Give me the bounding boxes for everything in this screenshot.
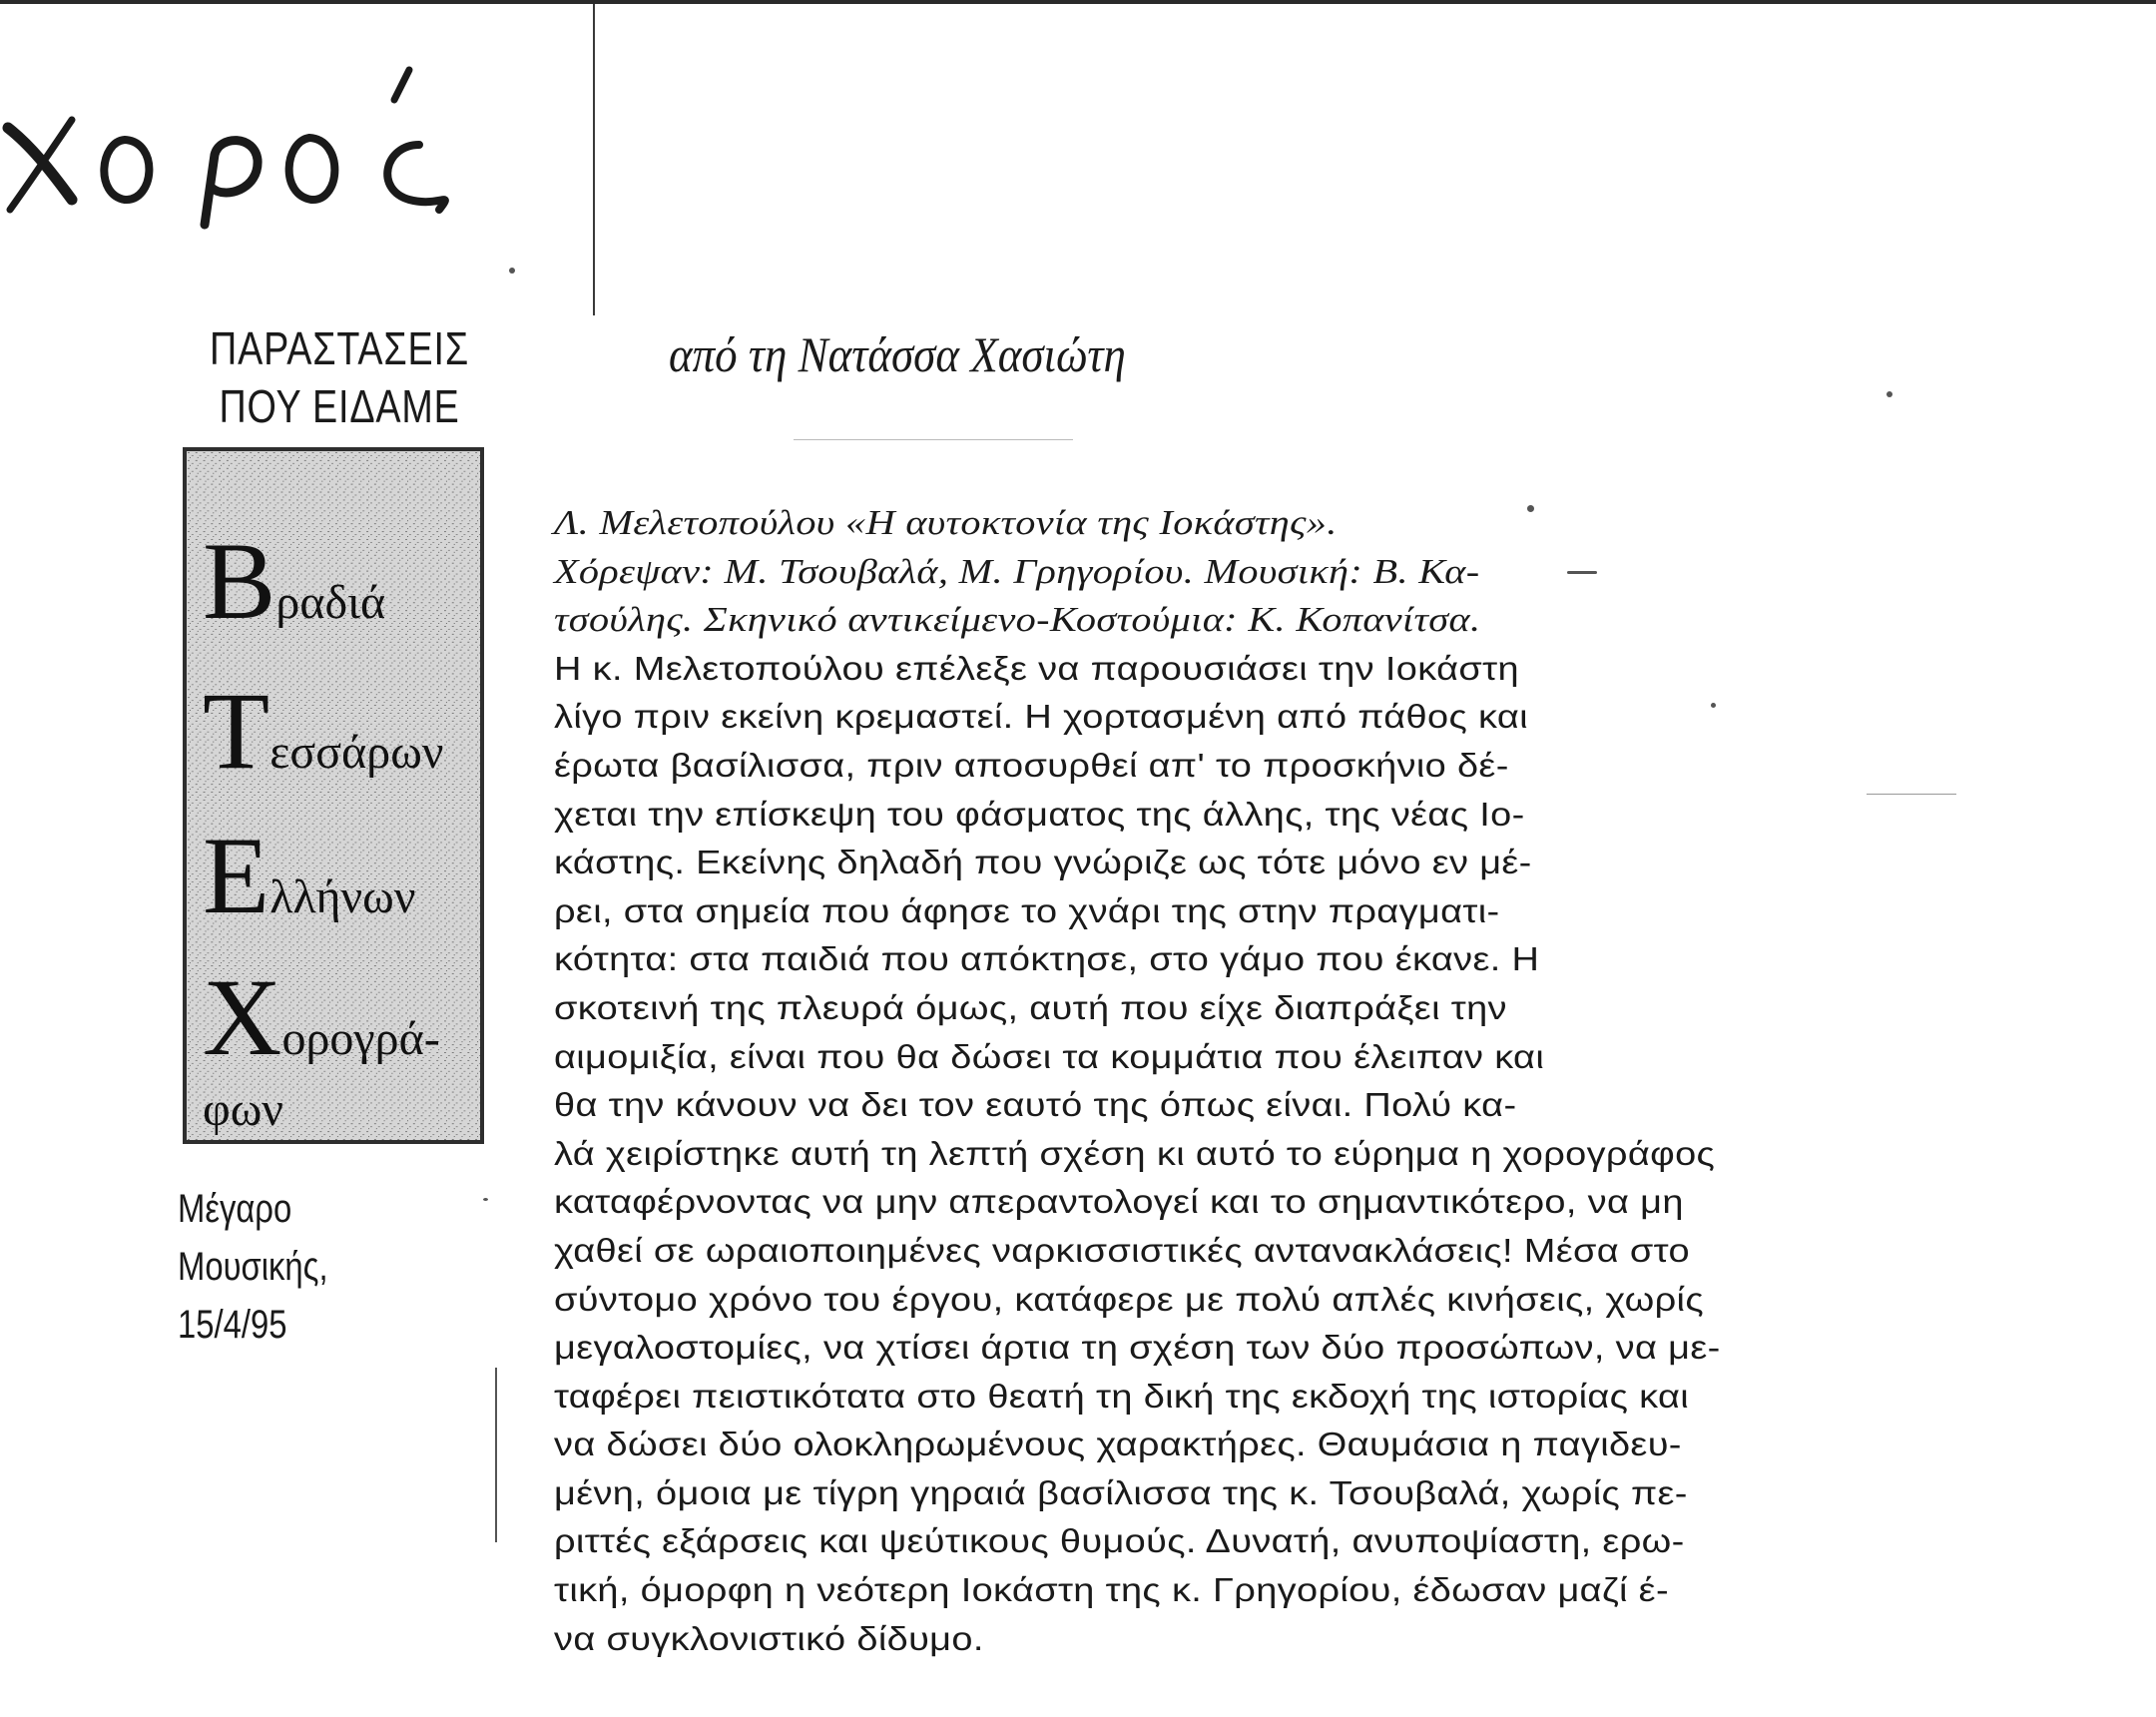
top-border: [0, 0, 2156, 4]
body-line: κάστης. Εκείνης δηλαδή που γνώριζε ως τότε μόνο εν μέ-: [554, 844, 1532, 881]
section-label-line-1: ΠΑΡΑΣΤΑΣΕΙΣ: [210, 322, 469, 374]
section-label-line-2: ΠΟΥ ΕΙΔΑΜΕ: [219, 380, 460, 432]
body-line: λίγο πριν εκείνη κρεμαστεί. Η χορτασμένη από πάθος και: [554, 698, 1528, 736]
section-label: [192, 319, 486, 435]
body-line: να δώσει δύο ολοκληρωμένους χαρακτήρες. Θαυμάσια η παγιδευ-: [554, 1426, 1682, 1463]
series-line-4: [203, 956, 440, 1078]
body-line: έρωτα βασίλισσα, πριν αποσυρθεί απ' το προσκήνιο δέ-: [554, 746, 1509, 784]
choros-logo: [0, 50, 519, 230]
scan-speck: [483, 1198, 488, 1201]
article: [554, 499, 1727, 1663]
scan-speck: [1527, 505, 1534, 512]
credits-line: Χόρεψαν: Μ. Τσουβαλά, Μ. Γρηγορίου. Μουσική: Β. Κα-: [554, 551, 1480, 591]
byline: από τη Νατάσσα Χασιώτη: [669, 326, 1126, 382]
body-line: θα την κάνουν να δει τον εαυτό της όπως είναι. Πολύ κα-: [554, 1086, 1517, 1124]
series-title-box: [183, 447, 484, 1144]
scan-speck: [509, 268, 515, 274]
scan-mark: [1867, 794, 1956, 795]
vertical-rule: [593, 4, 595, 315]
scan-speck: [1711, 703, 1716, 708]
series-initial: Χ: [203, 956, 282, 1078]
body-line: καταφέρνοντας να μην απεραντολογεί και το σημαντικότερο, να μη: [554, 1183, 1684, 1221]
credits-line: τσούλης. Σκηνικό αντικείμενο-Κοστούμια: Κ. Κοπανίτσα.: [554, 600, 1481, 640]
body-line: μεγαλοστομίες, να χτίσει άρτια τη σχέση των δύο προσώπων, να με-: [554, 1329, 1721, 1367]
scan-speck: [1886, 391, 1892, 397]
venue-line-2: Μουσικής,: [178, 1245, 328, 1289]
credits-line: Λ. Μελετοπούλου «Η αυτοκτονία της Ιοκάστης».: [554, 503, 1338, 542]
series-word: φων: [203, 1083, 283, 1136]
body-line: ρει, στα σημεία που άφησε το χνάρι της στην πραγματι-: [554, 891, 1500, 929]
body-line: τική, όμορφη η νεότερη Ιοκάστη της κ. Γρηγορίου, έδωσαν μαζί έ-: [554, 1571, 1669, 1609]
series-initial: Τ: [203, 670, 270, 792]
body-line: χαθεί σε ωραιοποιημένες ναρκισσιστικές αντανακλάσεις! Μέσα στο: [554, 1231, 1690, 1269]
body-line: ταφέρει πειστικότατα στο θεατή τη δική της εκδοχή της ιστορίας και: [554, 1377, 1690, 1415]
body-line: να συγκλονιστικό δίδυμο.: [554, 1619, 984, 1657]
series-initial: Ε: [203, 815, 270, 936]
body-line: σκοτεινή της πλευρά όμως, αυτή που είχε διαπράξει την: [554, 988, 1507, 1026]
performance-date: 15/4/95: [178, 1303, 287, 1347]
series-line-5: [203, 1082, 283, 1137]
vertical-rule-lower: [495, 1368, 497, 1542]
body-line: Η κ. Μελετοπούλου επέλεξε να παρουσιάσει την Ιοκάστη: [554, 649, 1519, 687]
venue-line-1: Μέγαρο: [178, 1187, 292, 1231]
series-word: ραδιά: [275, 576, 386, 629]
body-line: ριττές εξάρσεις και ψεύτικους θυμούς. Δυνατή, ανυποψίαστη, ερω-: [554, 1522, 1685, 1560]
series-word: ορογρά-: [281, 1012, 440, 1065]
body-line: σύντομο χρόνο του έργου, κατάφερε με πολύ απλές κινήσεις, χωρίς: [554, 1280, 1704, 1318]
body-line: λά χειρίστηκε αυτή τη λεπτή σχέση κι αυτό το εύρημα η χορογράφος: [554, 1134, 1716, 1172]
series-line-1: [203, 520, 386, 642]
byline-rule: [794, 439, 1073, 440]
body-line: χεται την επίσκεψη του φάσματος της άλλης, της νέας Ιο-: [554, 795, 1525, 833]
series-line-2: [203, 670, 444, 792]
series-initial: Β: [203, 520, 276, 642]
body-line: αιμομιξία, είναι που θα δώσει τα κομμάτια που έλειπαν και: [554, 1037, 1545, 1075]
venue-date: [178, 1180, 328, 1354]
series-word: λλήνων: [270, 870, 416, 923]
body-line: μένη, όμοια με τίγρη γηραιά βασίλισσα της κ. Τσουβαλά, χωρίς πε-: [554, 1473, 1688, 1511]
series-word: εσσάρων: [270, 726, 444, 779]
body-line: κότητα: στα παιδιά που απόκτησε, στο γάμο που έκανε. Η: [554, 940, 1540, 978]
scan-mark: [1567, 571, 1597, 574]
series-line-3: [203, 815, 416, 936]
